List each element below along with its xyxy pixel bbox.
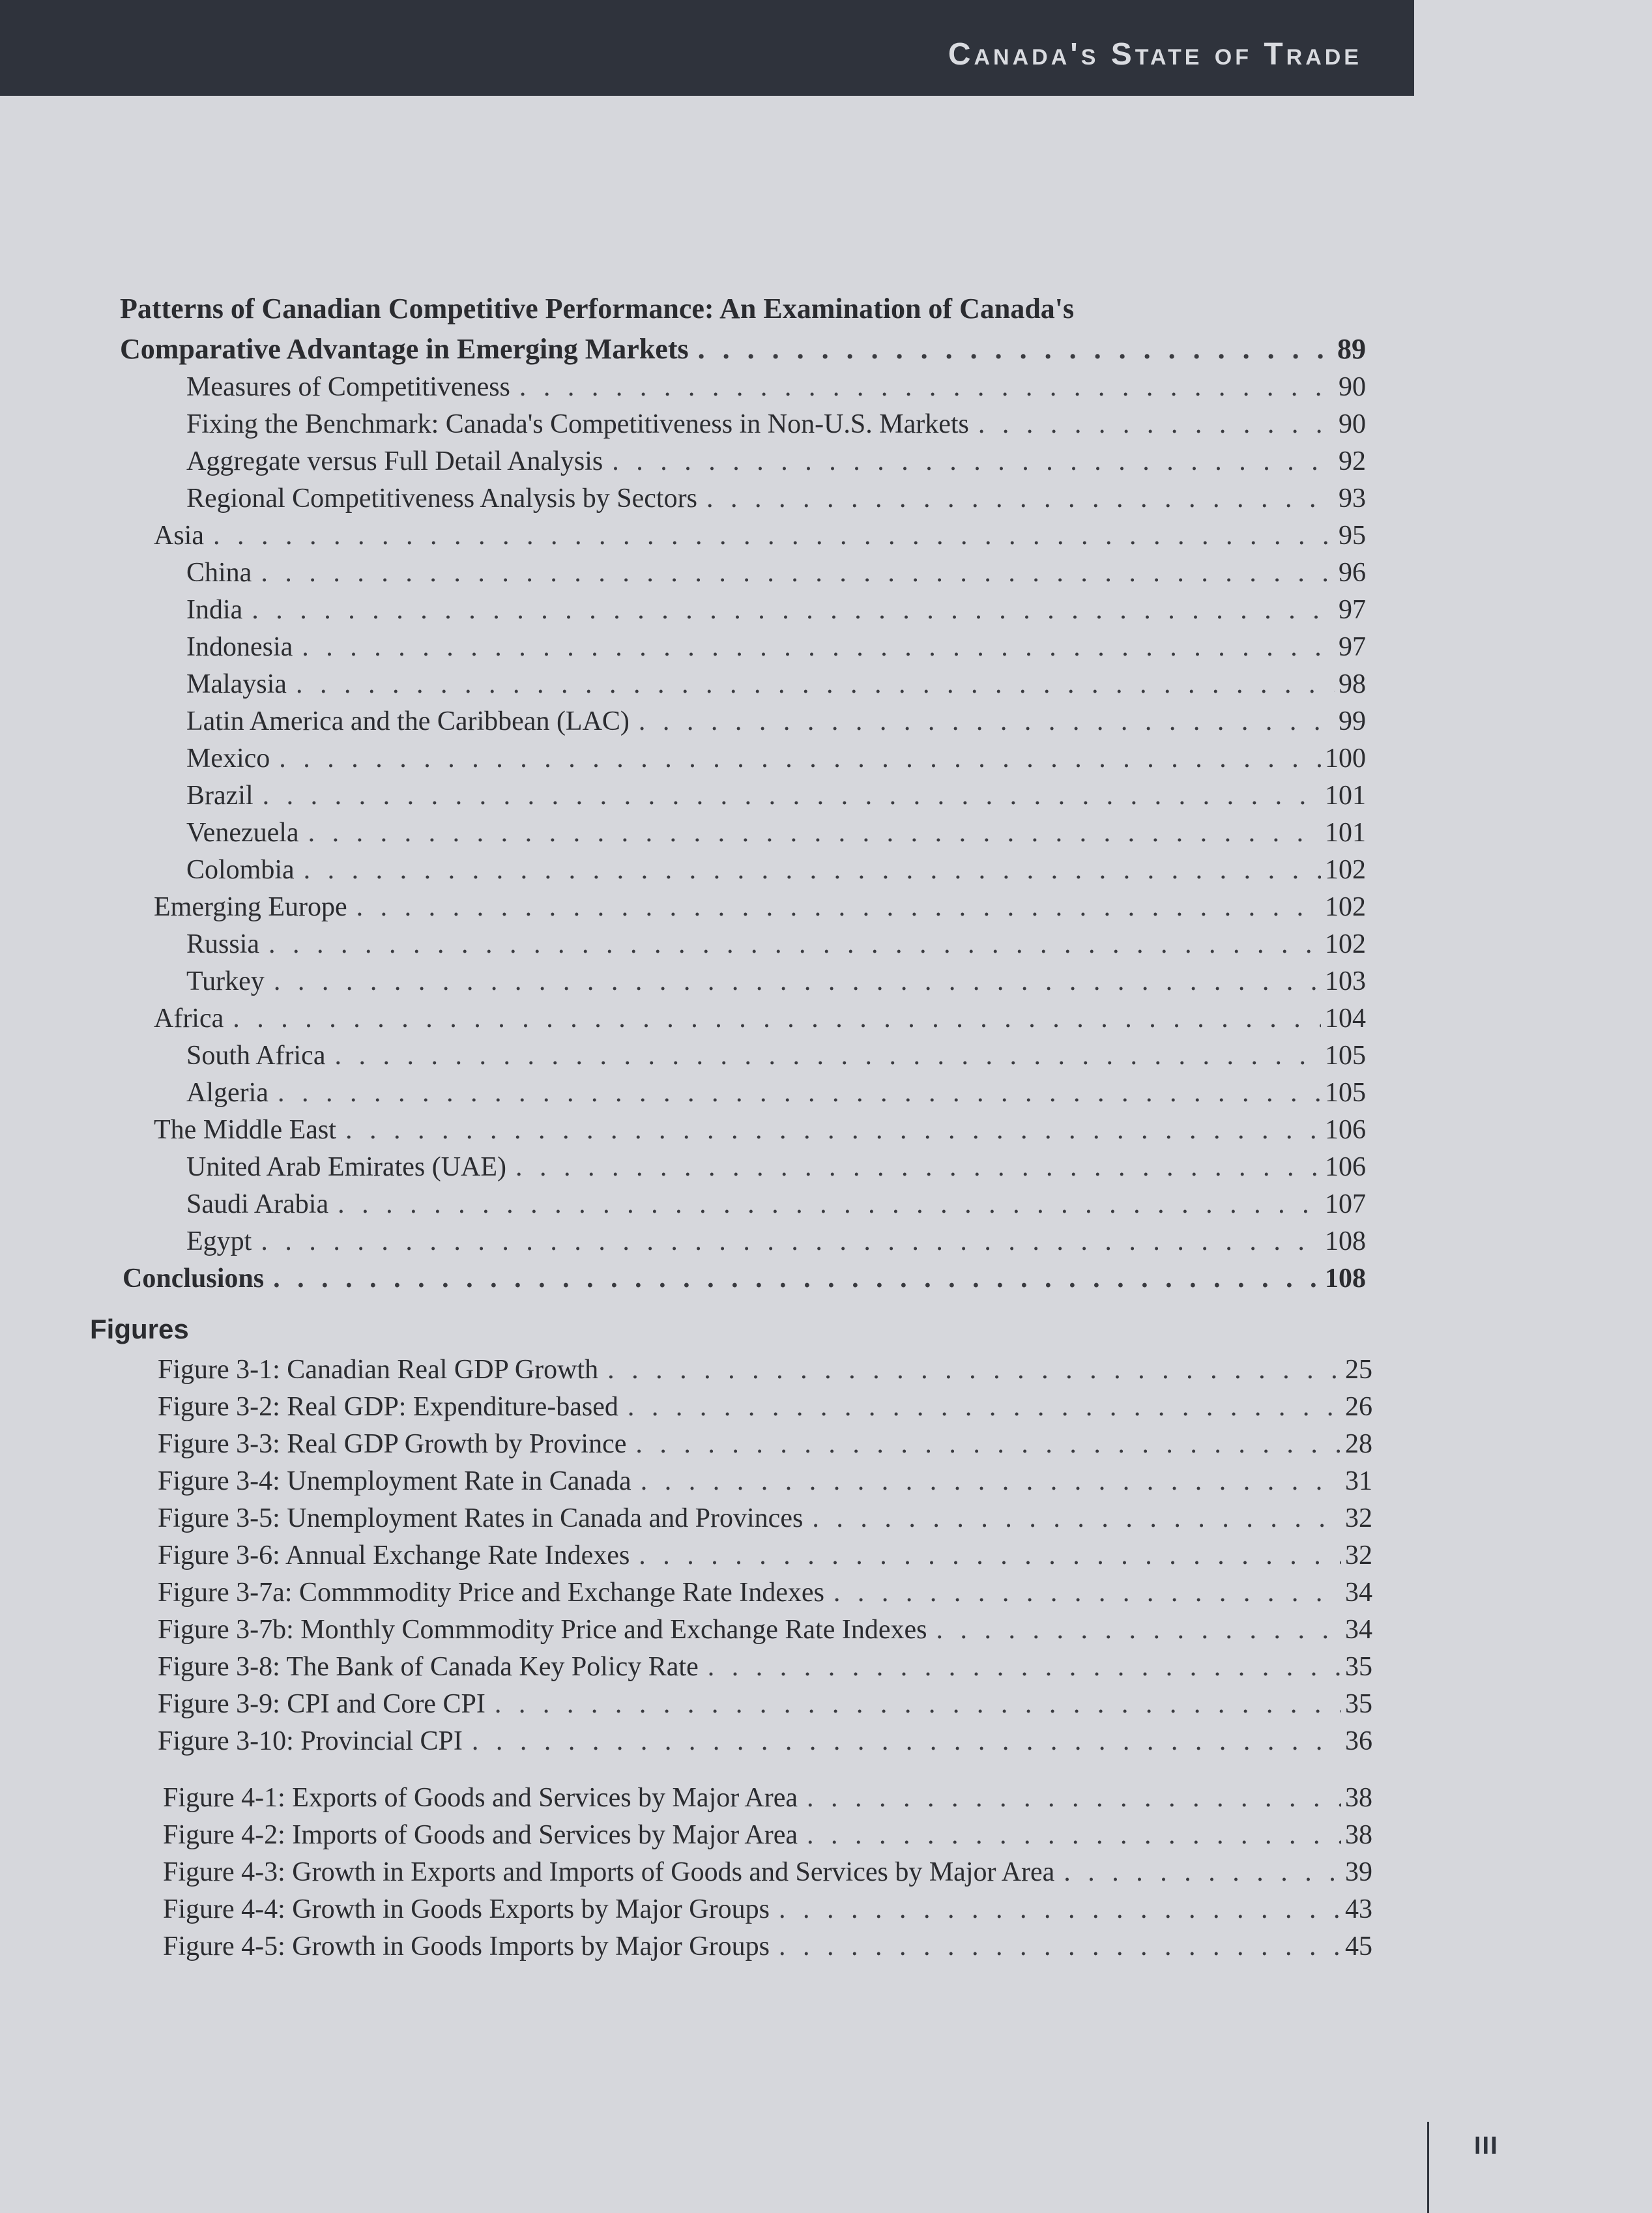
dot-leader: [639, 1537, 1341, 1574]
toc-section-heading-line1: Patterns of Canadian Competitive Performance: An Examination of Canada's: [120, 293, 1075, 325]
figure-entry-label: Figure 3-3: Real GDP Growth by Province: [158, 1429, 627, 1459]
dot-leader: [252, 592, 1335, 628]
dot-leader: [263, 777, 1321, 814]
figure-entry-label: Figure 3-7b: Monthly Commmodity Price and Exchange Rate Indexes: [158, 1615, 927, 1645]
toc-entry-label: Colombia: [186, 855, 295, 885]
figure-entry-label: Figure 3-8: The Bank of Canada Key Policy Rate: [158, 1652, 699, 1682]
figure-entry-label: Figure 4-5: Growth in Goods Imports by Major Groups: [163, 1931, 770, 1961]
toc-entry: [154, 1112, 1366, 1148]
figure-entry: [158, 1537, 1372, 1574]
toc-entry: [154, 517, 1366, 554]
figure-entry-page: 31: [1345, 1466, 1372, 1496]
toc-entry-label: South Africa: [186, 1041, 326, 1071]
figure-entry: [163, 1780, 1372, 1816]
toc-entry: [186, 443, 1366, 480]
toc-entry-label: Asia: [154, 521, 204, 551]
toc-entry-label: Turkey: [186, 966, 265, 996]
figure-entry-page: 32: [1345, 1540, 1372, 1570]
toc-entry-page: 101: [1325, 781, 1366, 811]
dot-leader: [273, 1260, 1321, 1297]
dot-leader: [308, 815, 1321, 851]
dot-leader: [261, 1223, 1321, 1260]
figure-entry: [158, 1723, 1372, 1759]
toc-entry-label: Saudi Arabia: [186, 1189, 329, 1219]
toc-entry-label: Brazil: [186, 781, 254, 811]
figure-entry-page: 39: [1345, 1857, 1372, 1887]
toc-entry: [186, 1223, 1366, 1260]
dot-leader: [641, 1463, 1341, 1499]
toc-entry-page: 107: [1325, 1189, 1366, 1219]
figure-entry-page: 45: [1345, 1931, 1372, 1961]
toc-entry-page: 99: [1339, 706, 1366, 736]
toc-entry-page: 106: [1325, 1115, 1366, 1145]
toc-entry: [186, 1075, 1366, 1111]
figure-entry-page: 35: [1345, 1652, 1372, 1682]
page-number-rule: [1427, 2122, 1429, 2213]
dot-leader: [338, 1186, 1321, 1222]
toc-section-heading: [120, 331, 1366, 368]
dot-leader: [334, 1037, 1321, 1074]
dot-leader: [515, 1149, 1321, 1185]
toc-entry: [186, 703, 1366, 740]
toc-entry-label: Algeria: [186, 1078, 268, 1108]
toc-entry-page: 103: [1325, 966, 1366, 996]
toc-entry-label: Egypt: [186, 1226, 252, 1256]
dot-leader: [1064, 1854, 1341, 1890]
figure-entry-label: Figure 3-6: Annual Exchange Rate Indexes: [158, 1540, 630, 1570]
figure-entry-label: Figure 4-3: Growth in Exports and Imports of Goods and Services by Major Area: [163, 1857, 1055, 1887]
toc-entry: [186, 852, 1366, 888]
dot-leader: [708, 1649, 1341, 1685]
figure-entry-label: Figure 3-4: Unemployment Rate in Canada: [158, 1466, 631, 1496]
figure-entry: [158, 1649, 1372, 1685]
figure-entry-page: 25: [1345, 1355, 1372, 1385]
toc-page-number: 89: [1337, 333, 1366, 365]
toc-entry: [186, 555, 1366, 591]
toc-entry-page: 104: [1325, 1004, 1366, 1034]
toc-entry-page: 93: [1339, 484, 1366, 513]
toc-entry-page: 100: [1325, 744, 1366, 774]
figure-entry-page: 34: [1345, 1578, 1372, 1608]
dot-leader: [279, 740, 1321, 777]
figure-entry-label: Figure 3-2: Real GDP: Expenditure-based: [158, 1392, 618, 1422]
toc-entry-label: Africa: [154, 1004, 224, 1034]
figure-entry-label: Figure 4-4: Growth in Goods Exports by Major Groups: [163, 1894, 770, 1924]
figure-entry-label: Figure 3-5: Unemployment Rates in Canada and Provinces: [158, 1503, 804, 1533]
toc-entry: [123, 1260, 1366, 1297]
dot-leader: [628, 1389, 1341, 1425]
toc-entry: [186, 740, 1366, 777]
toc-entry-page: 105: [1325, 1078, 1366, 1108]
toc-entry-page: 101: [1325, 818, 1366, 848]
toc-entry-label: The Middle East: [154, 1115, 336, 1145]
toc-entry: [186, 629, 1366, 665]
figure-entry: [158, 1686, 1372, 1722]
dot-leader: [213, 517, 1335, 554]
figure-entry: [163, 1928, 1372, 1965]
toc-entry-page: 95: [1339, 521, 1366, 551]
header-bar: [0, 0, 1414, 96]
toc-entry-page: 105: [1325, 1041, 1366, 1071]
toc-entry-label: Latin America and the Caribbean (LAC): [186, 706, 630, 736]
dot-leader: [807, 1780, 1341, 1816]
running-header-title: Canada's State of Trade: [948, 37, 1362, 72]
toc-entry-label: Measures of Competitiveness: [186, 372, 510, 402]
figure-entry: [163, 1854, 1372, 1890]
figure-entry: [158, 1612, 1372, 1648]
figure-entry-page: 35: [1345, 1689, 1372, 1719]
dot-leader: [302, 629, 1335, 665]
toc-entry-label: Indonesia: [186, 632, 293, 662]
toc-entry-page: 92: [1339, 446, 1366, 476]
figure-entry: [158, 1352, 1372, 1388]
figure-entry-page: 34: [1345, 1615, 1372, 1645]
figure-entry-label: Figure 3-9: CPI and Core CPI: [158, 1689, 485, 1719]
toc-entry: [186, 666, 1366, 702]
toc-entry: [186, 1186, 1366, 1222]
figure-entry: [158, 1463, 1372, 1499]
dot-leader: [233, 1000, 1321, 1037]
dot-leader: [978, 406, 1335, 442]
toc-entry: [186, 406, 1366, 442]
toc-entry-label: Fixing the Benchmark: Canada's Competitiveness in Non-U.S. Markets: [186, 409, 969, 439]
toc-entry: [186, 963, 1366, 1000]
figure-entry-page: 32: [1345, 1503, 1372, 1533]
toc-entry-page: 90: [1339, 372, 1366, 402]
dot-leader: [706, 480, 1335, 517]
dot-leader: [812, 1500, 1341, 1537]
toc-entry-page: 102: [1325, 892, 1366, 922]
toc-entry: [186, 815, 1366, 851]
toc-entry: [154, 1000, 1366, 1037]
dot-leader: [779, 1891, 1341, 1928]
toc-entry-page: 97: [1339, 595, 1366, 625]
dot-leader: [304, 852, 1321, 888]
figure-entry: [163, 1817, 1372, 1853]
figure-entry-page: 38: [1345, 1783, 1372, 1813]
dot-leader: [268, 926, 1321, 962]
page-number: III: [1474, 2132, 1499, 2160]
toc-entry-label: India: [186, 595, 243, 625]
dot-leader: [607, 1352, 1341, 1388]
toc-entry: [186, 592, 1366, 628]
figure-entry: [158, 1426, 1372, 1462]
dot-leader: [356, 889, 1321, 925]
figure-entry-page: 28: [1345, 1429, 1372, 1459]
dot-leader: [807, 1817, 1341, 1853]
dot-leader: [261, 555, 1335, 591]
dot-leader: [519, 369, 1335, 405]
dot-leader: [936, 1612, 1341, 1648]
dot-leader: [495, 1686, 1341, 1722]
toc-entry-page: 97: [1339, 632, 1366, 662]
toc-entry-label: Regional Competitiveness Analysis by Sectors: [186, 484, 697, 513]
toc-entry-page: 106: [1325, 1152, 1366, 1182]
toc-entry-label: Aggregate versus Full Detail Analysis: [186, 446, 603, 476]
figure-entry-label: Figure 3-10: Provincial CPI: [158, 1726, 463, 1756]
dot-leader: [612, 443, 1335, 480]
dot-leader: [278, 1075, 1321, 1111]
toc-entry-label: United Arab Emirates (UAE): [186, 1152, 507, 1182]
figure-entry: [158, 1389, 1372, 1425]
toc-section-heading-line2: Comparative Advantage in Emerging Markets: [120, 333, 689, 365]
toc-entry-page: 102: [1325, 855, 1366, 885]
toc-entry-label: Venezuela: [186, 818, 299, 848]
dot-leader: [345, 1112, 1321, 1148]
toc-entry: [186, 480, 1366, 517]
toc-entry: [186, 777, 1366, 814]
dot-leader: [635, 1426, 1341, 1462]
toc-entry-page: 108: [1325, 1226, 1366, 1256]
figure-entry-label: Figure 3-1: Canadian Real GDP Growth: [158, 1355, 599, 1385]
toc-entry-page: 98: [1339, 669, 1366, 699]
toc-entry-label: Mexico: [186, 744, 270, 774]
figure-entry: [158, 1500, 1372, 1537]
figure-entry-label: Figure 3-7a: Commmodity Price and Exchange Rate Indexes: [158, 1578, 824, 1608]
toc-entry: [186, 369, 1366, 405]
dot-leader: [274, 963, 1321, 1000]
dot-leader: [779, 1928, 1341, 1965]
toc-entry-label: Conclusions: [123, 1264, 265, 1294]
dot-leader: [639, 703, 1335, 740]
toc-entry-label: Emerging Europe: [154, 892, 347, 922]
dot-leader: [472, 1723, 1341, 1759]
figure-entry-page: 36: [1345, 1726, 1372, 1756]
figure-entry-label: Figure 4-2: Imports of Goods and Services by Major Area: [163, 1820, 798, 1850]
dot-leader: [833, 1574, 1341, 1611]
figure-entry-page: 38: [1345, 1820, 1372, 1850]
toc-entry: [186, 1037, 1366, 1074]
toc-entry: [154, 889, 1366, 925]
toc-entry: [186, 1149, 1366, 1185]
figure-entry-label: Figure 4-1: Exports of Goods and Services by Major Area: [163, 1783, 798, 1813]
figure-entry: [163, 1891, 1372, 1928]
figure-entry: [158, 1574, 1372, 1611]
toc-entry-label: Malaysia: [186, 669, 287, 699]
toc-entry-label: Russia: [186, 929, 260, 959]
figures-heading: Figures: [90, 1314, 189, 1344]
figure-entry-page: 26: [1345, 1392, 1372, 1422]
toc-entry-page: 90: [1339, 409, 1366, 439]
dot-leader: [698, 331, 1333, 368]
figure-entry-page: 43: [1345, 1894, 1372, 1924]
toc-entry-page: 96: [1339, 558, 1366, 588]
toc-entry-label: China: [186, 558, 252, 588]
toc-entry-page: 108: [1325, 1264, 1366, 1294]
toc-entry: [186, 926, 1366, 962]
dot-leader: [296, 666, 1335, 702]
toc-entry-page: 102: [1325, 929, 1366, 959]
